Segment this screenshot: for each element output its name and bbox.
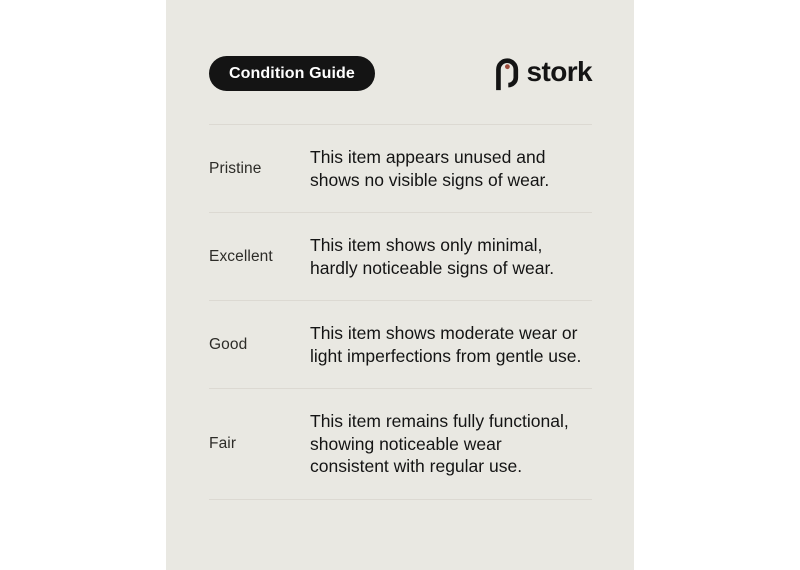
conditions-table	[209, 124, 592, 500]
condition-guide-card	[166, 0, 634, 570]
stork-logo[interactable]	[493, 57, 592, 91]
condition-label: Good	[209, 335, 248, 353]
stork-mark-icon	[493, 57, 520, 91]
card-header	[209, 0, 592, 124]
table-row-pristine	[209, 124, 592, 212]
condition-guide-badge	[209, 56, 375, 91]
table-row-excellent	[209, 212, 592, 300]
condition-label: Excellent	[209, 247, 273, 265]
condition-guide-badge-label: Condition Guide	[229, 64, 355, 82]
table-row-fair	[209, 388, 592, 500]
condition-description: This item shows only minimal, hardly noticeable signs of wear.	[310, 235, 555, 278]
condition-label: Fair	[209, 434, 237, 452]
condition-description: This item remains fully functional, showing noticeable wear consistent with regular use.	[310, 411, 569, 476]
brand-name: stork	[526, 56, 592, 87]
condition-label: Pristine	[209, 159, 262, 177]
table-row-good	[209, 300, 592, 388]
condition-description: This item appears unused and shows no visible signs of wear.	[310, 147, 550, 190]
condition-description: This item shows moderate wear or light imperfections from gentle use.	[310, 323, 582, 366]
